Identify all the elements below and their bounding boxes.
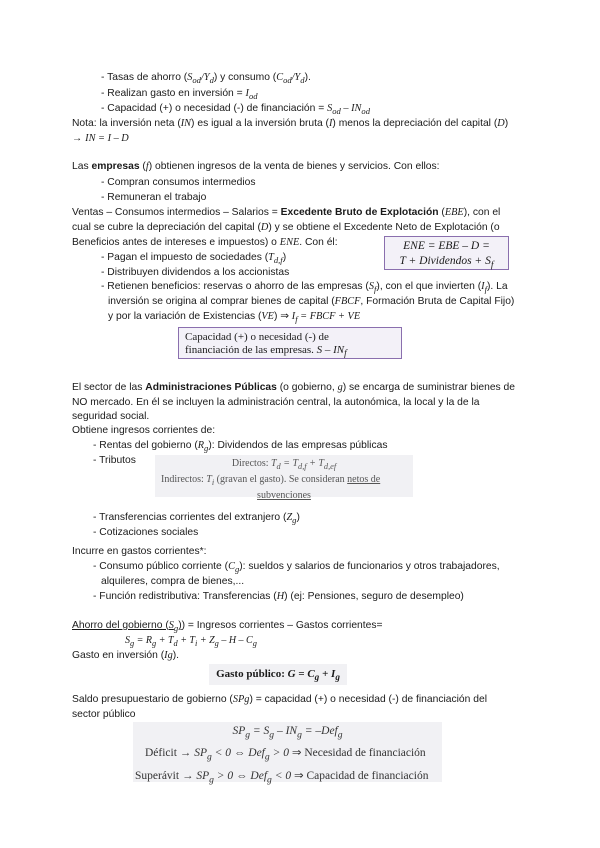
note-equation: → IN = I – D xyxy=(72,133,129,144)
firms-fbcf-line: inversión se origina al comprar bienes de capital (FBCF, Formación Bruta de Capital Fijo) xyxy=(108,296,515,307)
gov-income-taxes: - Tributos xyxy=(93,455,136,466)
gov-investment: Gasto en inversión (Ig). xyxy=(72,650,180,661)
bullet-investment: - Realizan gasto en inversión = $I_{od}$ xyxy=(101,88,258,102)
firms-financing-box: Capacidad (+) o necesidad (-) de financiación de las empresas. S – $IN_f$ xyxy=(178,327,402,359)
firms-bullet-tax: - Pagan el impuesto de sociedades $(T_{d,f})$ xyxy=(101,252,287,266)
bullet-savings-rates: - Tasas de ahorro $(S_{od}/Y_d)$ y consumo $(C_{od}/Y_d)$. xyxy=(101,72,311,86)
gov-expense-consumption: - Consumo público corriente $(C_g)$: sueldos y salarios de funcionarios y otros trabajadores, xyxy=(93,561,500,575)
taxes-box: Directos: $T_d = T_{d,f} + T_{d,ef}$ Indirectos: $T_i$ (gravan el gasto). Se consideran netos de subvenciones xyxy=(155,455,413,497)
firms-bullet-labour: - Remuneran el trabajo xyxy=(101,192,207,203)
firms-ve-line: y por la variación de Existencias (VE) ⇒ $I_f$ = FBCF + VE xyxy=(108,311,361,325)
gov-expense-redistribution: - Función redistributiva: Transferencias (H) (ej: Pensiones, seguro de desempleo) xyxy=(93,591,464,602)
gov-balance-def: Saldo presupuestario de gobierno (SPg) = capacidad (+) o necesidad (-) de financiación del xyxy=(72,694,487,705)
gov-expense-consumption-2: alquileres, compra de bienes,... xyxy=(101,576,245,587)
gov-saving-equation: $S_g = R_g + T_d + T_i + Z_g - H - C_g$ xyxy=(125,635,257,648)
gov-expense-heading: Incurre en gastos corrientes*: xyxy=(72,546,207,557)
gov-income-rents: - Rentas del gobierno $(R_g)$: Dividendos de las empresas públicas xyxy=(93,440,388,454)
firms-bullet-dividends: - Distribuyen dividendos a los accionistas xyxy=(101,267,290,278)
gov-income-contributions: - Cotizaciones sociales xyxy=(93,527,199,538)
firms-bullet-intermediate: - Compran consumos intermedios xyxy=(101,177,256,188)
firms-bullet-retain: - Retienen beneficios: reservas o ahorro de las empresas $(S_f)$, con el que invierten $(I_f)$. La xyxy=(101,281,508,295)
ebe-line-2: cual se cubre la depreciación del capital (D) y se obtiene el Excedente Neto de Explotación (o xyxy=(72,222,500,233)
ebe-line-1: Ventas – Consumos intermedios – Salarios = Excedente Bruto de Explotación (EBE), con el xyxy=(72,207,501,218)
gov-intro-1: El sector de las Administraciones Públicas (o gobierno, g) se encarga de suministrar bienes de xyxy=(72,382,516,393)
gov-intro-2: NO mercado. En él se incluyen la administración central, la autonómica, la local y la de la xyxy=(72,397,480,408)
note-net-investment: Nota: la inversión neta (IN) es igual a la inversión bruta (I) menos la depreciación del capital (D) xyxy=(72,118,509,129)
gov-balance-def-2: sector público xyxy=(72,709,136,720)
gov-income-transfers: - Transferencias corrientes del extranjero $(Z_g)$ xyxy=(93,512,300,526)
gov-intro-3: seguridad social. xyxy=(72,411,150,422)
firms-intro: Las empresas (f) obtienen ingresos de la venta de bienes y servicios. Con ellos: xyxy=(72,161,440,172)
public-spending-box: Gasto público: $G = C_g + I_g$ xyxy=(209,664,347,685)
bullet-financing-capacity: - Capacidad (+) o necesidad (-) de financiación = $S_{od} - IN_{od}$ xyxy=(101,103,370,117)
ebe-line-3: Beneficios antes de intereses e impuestos) o ENE. Con él: xyxy=(72,237,338,248)
gov-saving-def: Ahorro del gobierno $(S_g)$) = Ingresos corrientes – Gastos corrientes= xyxy=(72,620,383,634)
budget-balance-box: $SP_g = S_g - IN_g = -Def_g$ Déficit → $SP_g < 0$ ⇔ Def$_g$ > 0 ⇒ Necesidad de financiación Superávit → $SP_g > 0$ ⇔ Def$_g$ < 0 ⇒ Capacidad de financiación xyxy=(133,722,442,782)
gov-income-heading: Obtiene ingresos corrientes de: xyxy=(72,425,216,436)
ene-formula-box: ENE = EBE – D = T + Dividendos + $S_f$ xyxy=(384,236,509,270)
